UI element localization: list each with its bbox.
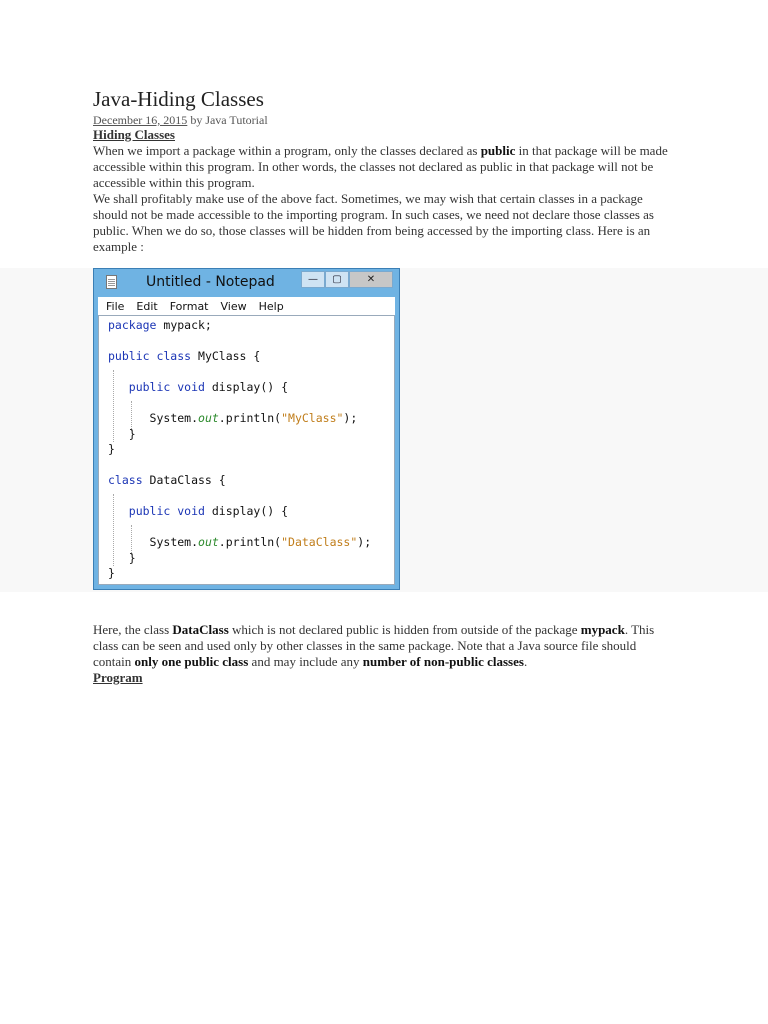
maximize-icon: ▢ (325, 271, 349, 288)
menu-view: View (220, 300, 247, 313)
notepad-titlebar (94, 269, 399, 297)
paragraph-2: We shall profitably make use of the above fact. Sometimes, we may wish that certain classes in a package should not be made accessible to the importing program. In such cases, we need not declare those classes as public. When we do so, those classes will be hidden from being accessed by the importing class. Here is an example : (93, 191, 654, 254)
close-icon: ✕ (349, 271, 393, 288)
post-meta (93, 113, 673, 127)
by-text: by (190, 113, 203, 127)
paragraph-1: When we import a package within a program, only the classes declared as public in that package will be made accessible within this program. In other words, the classes not declared as public in that package will not be accessible within this program. (93, 143, 668, 190)
paragraph-3: Here, the class DataClass which is not declared public is hidden from outside of the package mypack. This class can be seen and used only by other classes in the same package. Note that a Java source file should contain only one public class and may include any number of non-public classes. (93, 622, 655, 669)
page-title: Java-Hiding Classes (93, 87, 264, 111)
article-continued (93, 622, 673, 686)
menu-edit: Edit (136, 300, 158, 313)
menu-help: Help (258, 300, 284, 313)
menu-format: Format (169, 300, 209, 313)
post-author: Java Tutorial (205, 113, 268, 127)
menu-file: File (106, 300, 125, 313)
code-listing: package mypack; public class MyClass { public void display() { System.out.println("MyClass"); } } class DataClass { public void display() { System.out.println("DataClass"); } } (108, 318, 372, 580)
article (93, 86, 673, 255)
post-date-link[interactable]: December 16, 2015 (93, 113, 188, 127)
program-heading: Program (93, 670, 143, 685)
notepad-editor (98, 315, 395, 585)
notepad-icon (106, 275, 117, 289)
notepad-menubar (98, 297, 395, 315)
notepad-title: Untitled - Notepad (146, 274, 275, 290)
notepad-screenshot (93, 268, 400, 590)
section-heading: Hiding Classes (93, 127, 175, 142)
minimize-icon: — (301, 271, 325, 288)
